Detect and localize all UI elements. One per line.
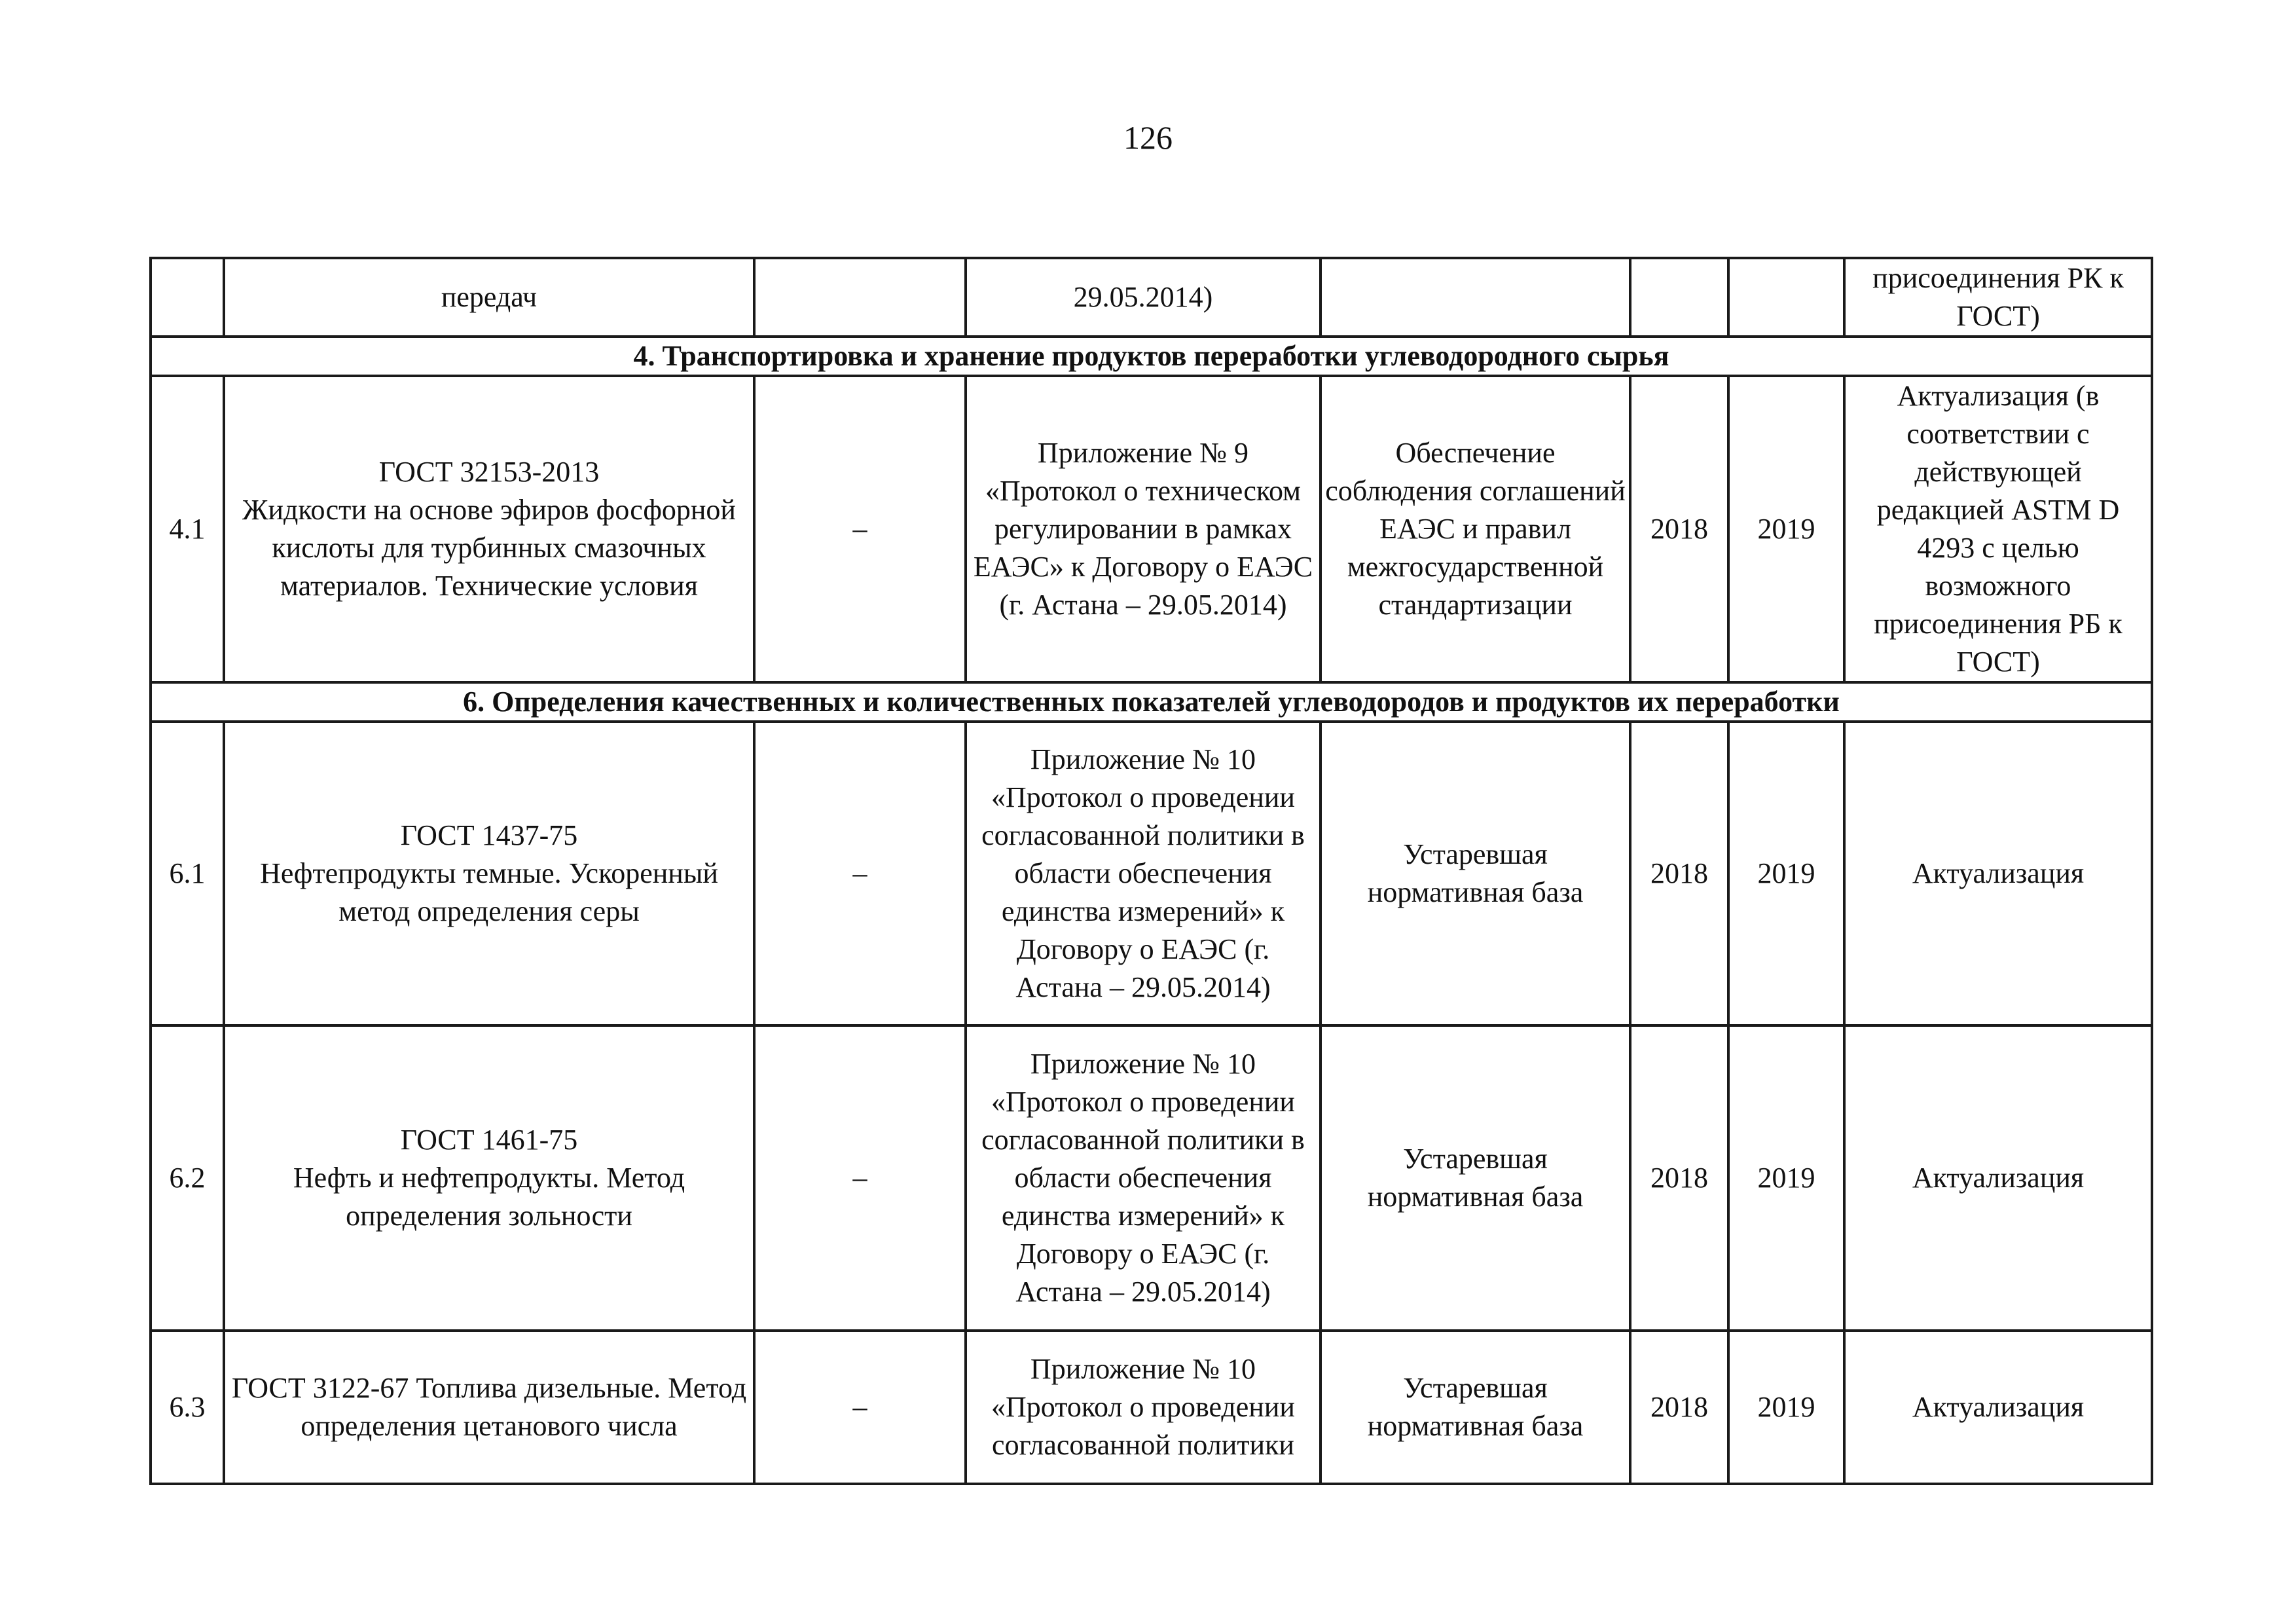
page-number: 126 (1123, 119, 1173, 156)
end-year-cell: 2019 (1728, 1025, 1844, 1331)
start-year-cell: 2018 (1630, 1331, 1728, 1484)
start-year-cell: 2018 (1630, 722, 1728, 1025)
note-cell: Актуализация (1844, 1025, 2152, 1331)
end-year-cell: 2019 (1728, 722, 1844, 1025)
standard-name-cell: ГОСТ 3122-67 Топлива дизельные. Метод определения цетанового числа (224, 1331, 754, 1484)
note-cell: Актуализация (1844, 722, 2152, 1025)
end-year-cell (1728, 258, 1844, 337)
basis-cell: Приложение № 10 «Протокол о проведении согласованной политики в области обеспечения единства измерений» к Договору о ЕАЭС (г. Астана – 29.05.2014) (966, 1025, 1321, 1331)
row-number-cell: 4.1 (151, 376, 224, 682)
row-number-cell: 6.2 (151, 1025, 224, 1331)
basis-cell: 29.05.2014) (966, 258, 1321, 337)
replacement-cell (754, 258, 966, 337)
start-year-cell: 2018 (1630, 1025, 1728, 1331)
replacement-cell: – (754, 1331, 966, 1484)
replacement-cell: – (754, 722, 966, 1025)
start-year-cell: 2018 (1630, 376, 1728, 682)
standard-name-cell: ГОСТ 1461-75 Нефть и нефтепродукты. Метод определения зольности (224, 1025, 754, 1331)
note-cell: Актуализация (в соответствии с действующей редакцией ASTM D 4293 с целью возможного присоединения РБ к ГОСТ) (1844, 376, 2152, 682)
reason-cell (1321, 258, 1630, 337)
section-6-title: 6. Определения качественных и количественных показателей углеводородов и продуктов их переработки (151, 682, 2152, 722)
standard-name-cell: ГОСТ 1437-75 Нефтепродукты темные. Ускоренный метод определения серы (224, 722, 754, 1025)
reason-cell: Устаревшая нормативная база (1321, 722, 1630, 1025)
table-row (151, 376, 2152, 682)
standard-name-cell: ГОСТ 32153-2013 Жидкости на основе эфиров фосфорной кислоты для турбинных смазочных материалов. Технические условия (224, 376, 754, 682)
note-cell: присоединения РК к ГОСТ) (1844, 258, 2152, 337)
table-row (151, 1331, 2152, 1484)
reason-cell: Устаревшая нормативная база (1321, 1025, 1630, 1331)
table-row (151, 722, 2152, 1025)
table-row (151, 1025, 2152, 1331)
basis-cell: Приложение № 10 «Протокол о проведении согласованной политики (966, 1331, 1321, 1484)
section-header-row (151, 682, 2152, 722)
standard-name-cell: передач (224, 258, 754, 337)
section-header-row (151, 337, 2152, 376)
row-number-cell: 6.3 (151, 1331, 224, 1484)
table-row-continuation (151, 258, 2152, 337)
row-number-cell (151, 258, 224, 337)
basis-cell: Приложение № 10 «Протокол о проведении согласованной политики в области обеспечения единства измерений» к Договору о ЕАЭС (г. Астана – 29.05.2014) (966, 722, 1321, 1025)
reason-cell: Обеспечение соблюдения соглашений ЕАЭС и правил межгосударственной стандартизации (1321, 376, 1630, 682)
basis-cell: Приложение № 9 «Протокол о техническом регулировании в рамках ЕАЭС» к Договору о ЕАЭС (г. Астана – 29.05.2014) (966, 376, 1321, 682)
row-number-cell: 6.1 (151, 722, 224, 1025)
reason-cell: Устаревшая нормативная база (1321, 1331, 1630, 1484)
note-cell: Актуализация (1844, 1331, 2152, 1484)
end-year-cell: 2019 (1728, 376, 1844, 682)
replacement-cell: – (754, 1025, 966, 1331)
section-4-title: 4. Транспортировка и хранение продуктов переработки углеводородного сырья (151, 337, 2152, 376)
standards-table (149, 257, 2153, 1485)
end-year-cell: 2019 (1728, 1331, 1844, 1484)
replacement-cell: – (754, 376, 966, 682)
start-year-cell (1630, 258, 1728, 337)
